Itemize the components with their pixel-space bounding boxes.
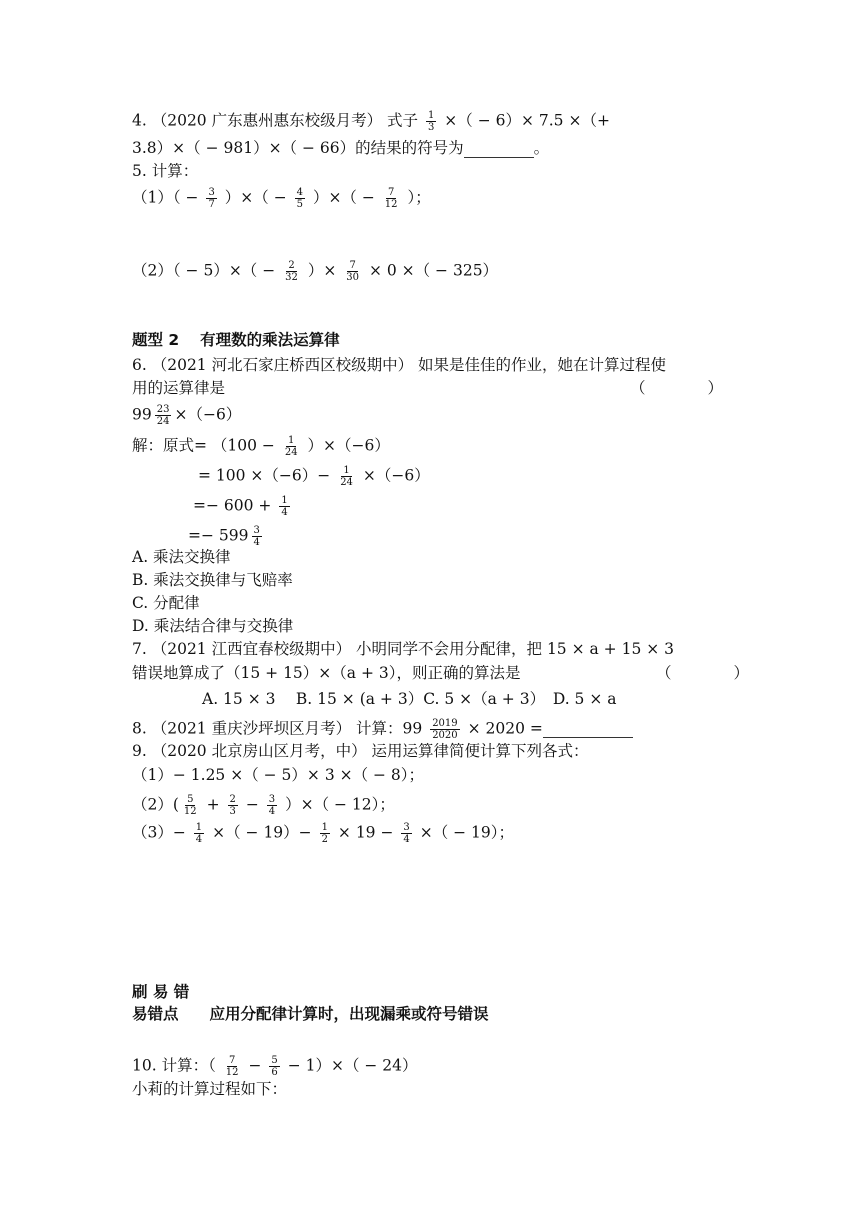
fraction: $\frac{3}{4}$ xyxy=(253,525,260,548)
fraction: $\frac{2019}{2020}$ xyxy=(432,718,458,741)
q4-line2: 3.8）×（ − 981）×（ − 66）的结果的符号为 。 xyxy=(132,139,550,157)
fraction: $\frac{1}{24}$ xyxy=(340,465,353,488)
fraction: $\frac{1}{4}$ xyxy=(195,822,203,845)
answer-blank[interactable] xyxy=(464,141,534,158)
q9-part3: （3）− $\frac{1}{4}$ ×（ − 19）− $\frac{1}{2}$ × 19 − $\frac{3}{4}$ ×（ − 19）； xyxy=(132,822,515,845)
answer-blank[interactable] xyxy=(543,722,633,739)
q6-solution-step3: =− 600 + $\frac{1}{4}$ xyxy=(193,495,288,518)
answer-parentheses[interactable]: （ ） xyxy=(656,664,750,682)
fraction: $\frac{23}{24}$ xyxy=(156,404,170,427)
fraction: $\frac{1}{2}$ xyxy=(321,822,328,845)
q6-solution-step2: = 100 ×（−6）− $\frac{1}{24}$ ×（−6） xyxy=(198,465,430,488)
option-b[interactable]: B. 乘法交换律与飞赔率 xyxy=(132,571,293,589)
fraction: $\frac{5}{12}$ xyxy=(183,794,197,817)
section-title: 刷 易 错 xyxy=(132,983,190,1001)
q4-line1: 4. （2020 广东惠州惠东校级月考） 式子 $\frac{1}{3}$ ×（ − 6）× 7.5 ×（+ xyxy=(132,110,610,133)
q6-line1: 6. （2021 河北石家庄桥西区校级期中） 如果是佳佳的作业，她在计算过程使 xyxy=(132,356,667,374)
fraction: $\frac{5}{6}$ xyxy=(271,1055,278,1078)
fraction: $\frac{1}{4}$ xyxy=(281,495,288,518)
q5-part1: （1）（ − $\frac{3}{7}$ ）×（ − $\frac{4}{5}$ ）×（ − $\frac{7}{12}$ ）； xyxy=(132,187,431,210)
fraction: $\frac{2}{3}$ xyxy=(229,794,236,817)
fraction: $\frac{3}{4}$ xyxy=(403,822,410,845)
section-title: 题型 2 有理数的乘法运算律 xyxy=(132,331,340,349)
fraction: $\frac{3}{4}$ xyxy=(268,794,276,817)
q10-line2: 小莉的计算过程如下： xyxy=(132,1080,288,1098)
q7-options[interactable]: A. 15 × 3 B. 15 × (a + 3）C. 5 ×（a + 3） D. 5 × a xyxy=(202,690,617,708)
q9-heading: 9. （2020 北京房山区月考，中） 运用运算律简便计算下列各式： xyxy=(132,742,589,760)
q7-line1: 7. （2021 江西宜春校级期中） 小明同学不会用分配律，把 15 × a + 15 × 3 xyxy=(132,640,675,658)
fraction: $\frac{7}{12}$ xyxy=(225,1055,239,1078)
fraction: $\frac{4}{5}$ xyxy=(296,187,303,210)
fraction: $\frac{3}{7}$ xyxy=(208,187,215,210)
q5-heading: 5. 计算： xyxy=(132,162,199,180)
fraction: $\frac{1}{24}$ xyxy=(284,435,298,458)
fraction: $\frac{1}{3}$ xyxy=(427,110,435,133)
q6-line2: 用的运算律是 xyxy=(132,379,226,397)
fraction: $\frac{2}{32}$ xyxy=(285,260,298,283)
fraction: $\frac{7}{30}$ xyxy=(346,260,359,283)
option-a[interactable]: A. 乘法交换律 xyxy=(132,548,231,566)
q9-part2: （2）( $\frac{5}{12}$ + $\frac{2}{3}$ − $\frac{3}{4}$ ）×（ − 12）； xyxy=(132,794,395,817)
q6-expression: 99 $\frac{23}{24}$ ×（−6） xyxy=(132,404,242,427)
section-subtitle: 易错点 应用分配律计算时，出现漏乘或符号错误 xyxy=(132,1005,489,1023)
q6-solution-step4: =− 599 $\frac{3}{4}$ xyxy=(188,525,260,548)
q9-part1: （1）− 1.25 ×（ − 5）× 3 ×（ − 8）； xyxy=(132,766,425,784)
option-d[interactable]: D. 乘法结合律与交换律 xyxy=(132,617,294,635)
q10-line1: 10. 计算：（ $\frac{7}{12}$ − $\frac{5}{6}$ − 1）×（ − 24） xyxy=(132,1055,418,1078)
answer-parentheses[interactable]: （ ） xyxy=(630,379,724,397)
q7-line2: 错误地算成了（15 + 15）×（a + 3），则正确的算法是 xyxy=(132,664,521,682)
q6-solution-step1: 解：原式= （100 − $\frac{1}{24}$ ）×（−6） xyxy=(132,435,390,458)
q8-line: 8. （2021 重庆沙坪坝区月考） 计算：99 $\frac{2019}{2020}$ × 2020 = xyxy=(132,718,633,741)
q5-part2: （2）（ − 5）×（ − $\frac{2}{32}$ ）× $\frac{7}{30}$ × 0 ×（ − 325） xyxy=(132,260,499,283)
fraction: $\frac{7}{12}$ xyxy=(384,187,398,210)
option-c[interactable]: C. 分配律 xyxy=(132,594,200,612)
